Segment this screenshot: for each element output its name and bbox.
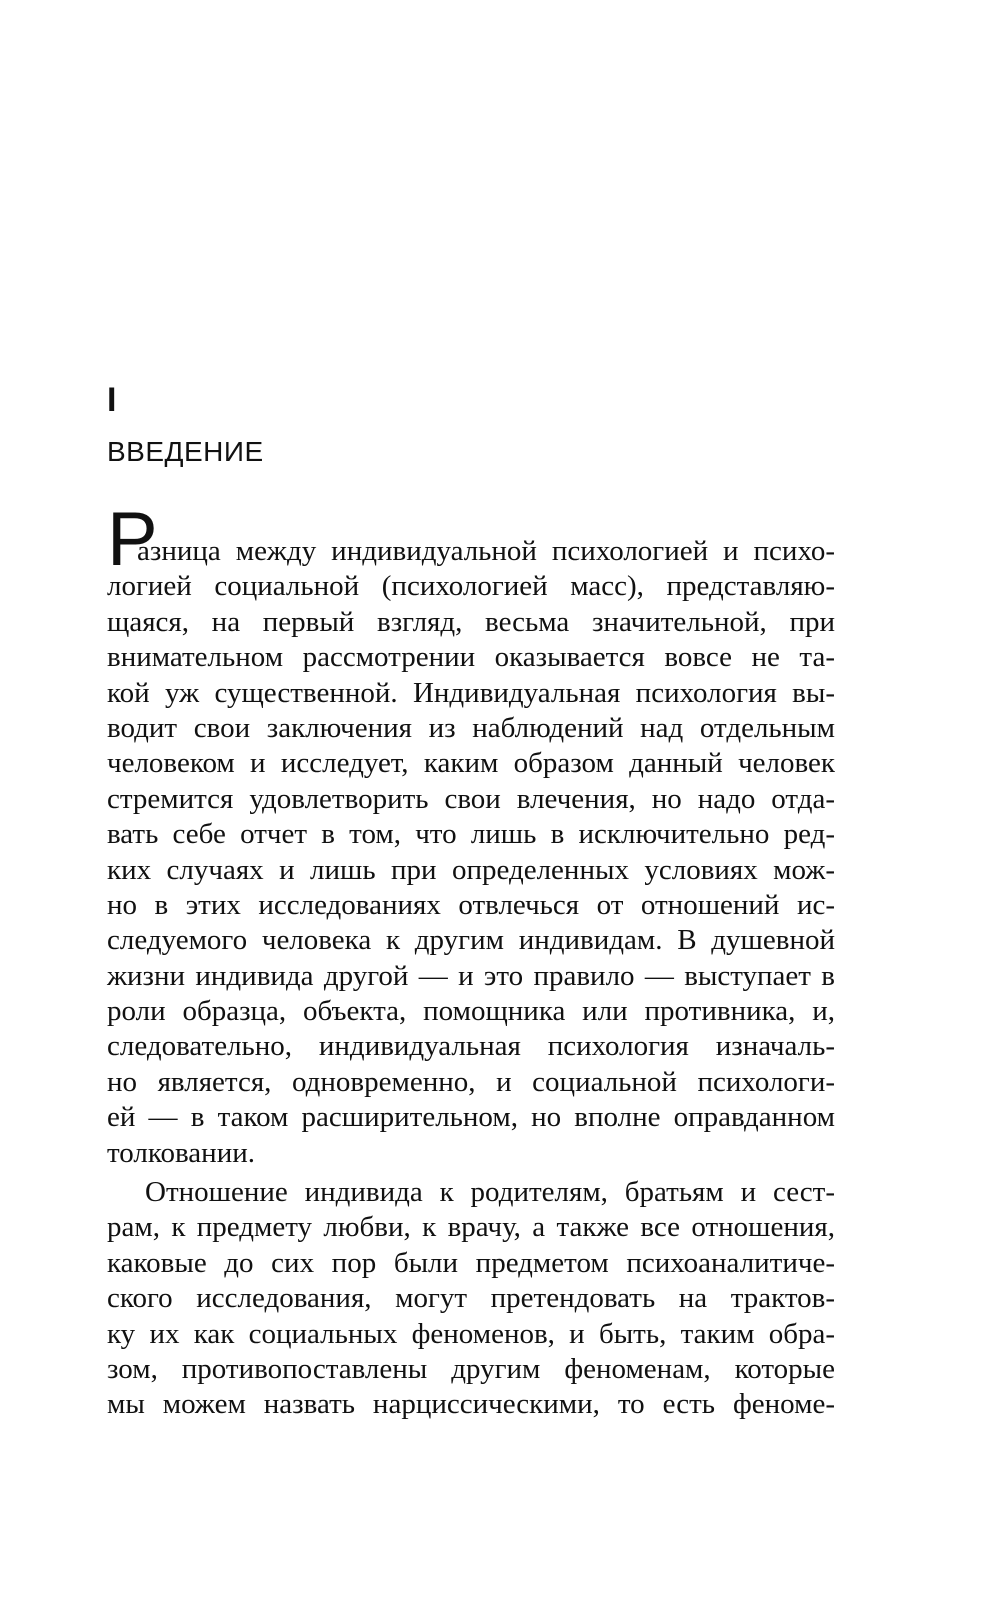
paragraph-line: внимательном рассмотрении оказывается вовсе не та- xyxy=(107,641,835,674)
paragraph-line: стремится удовлетворить свои влечения, но надо отда- xyxy=(107,782,835,815)
paragraph-line: Отношение индивида к родителям, братьям и сест- xyxy=(145,1176,835,1208)
paragraph-line: кой уж существенной. Индивидуальная психология вы- xyxy=(107,676,835,709)
paragraph-line: но является, одновременно, и социальной психологи- xyxy=(107,1065,835,1098)
paragraph-line: роли образца, объекта, помощника или противника, и, xyxy=(107,995,835,1028)
paragraph-line: но в этих исследованиях отвлечься от отношений ис- xyxy=(107,888,835,921)
paragraph-line: рам, к предмету любви, к врачу, а также все отношения, xyxy=(107,1211,835,1244)
paragraph-line: ких случаях и лишь при определенных условиях мож- xyxy=(107,853,835,886)
drop-cap: Р xyxy=(107,497,158,582)
paragraph-line xyxy=(107,497,835,582)
paragraph-line: ку их как социальных феноменов, и быть, таким обра- xyxy=(107,1317,835,1350)
paragraph-line: человеком и исследует, каким образом данный человек xyxy=(107,747,835,780)
paragraph-line: мы можем назвать нарциссическими, то есть феноме- xyxy=(107,1388,835,1421)
paragraph-line: логией социальной (психологией масс), представляю- xyxy=(107,570,835,603)
paragraph-line: ского исследования, могут претендовать на трактов- xyxy=(107,1282,835,1315)
paragraph-line: зом, противопоставлены другим феноменам, которые xyxy=(107,1352,835,1385)
chapter-title: ВВЕДЕНИЕ xyxy=(107,436,264,467)
paragraph-1 xyxy=(107,497,835,1171)
paragraph-line: следовательно, индивидуальная психология изначаль- xyxy=(107,1030,835,1063)
paragraph-line: каковые до сих пор были предметом психоаналитиче- xyxy=(107,1246,835,1279)
paragraph-line: водит свои заключения из наблюдений над отдельным xyxy=(107,711,835,744)
paragraph-line-text: азница между индивидуальной психологией и психо- xyxy=(137,535,835,567)
paragraph-line: ей — в таком расширительном, но вполне оправданном xyxy=(107,1101,835,1134)
paragraph-line: щаяся, на первый взгляд, весьма значительной, при xyxy=(107,605,835,638)
paragraph-2 xyxy=(107,1175,835,1423)
paragraph-line: толковании. xyxy=(107,1136,255,1169)
chapter-number: I xyxy=(107,381,117,419)
paragraph-line: следуемого человека к другим индивидам. В душевной xyxy=(107,924,835,957)
paragraph-line: вать себе отчет в том, что лишь в исключительно ред- xyxy=(107,818,835,851)
paragraph-line: жизни индивида другой — и это правило — выступает в xyxy=(107,959,835,992)
